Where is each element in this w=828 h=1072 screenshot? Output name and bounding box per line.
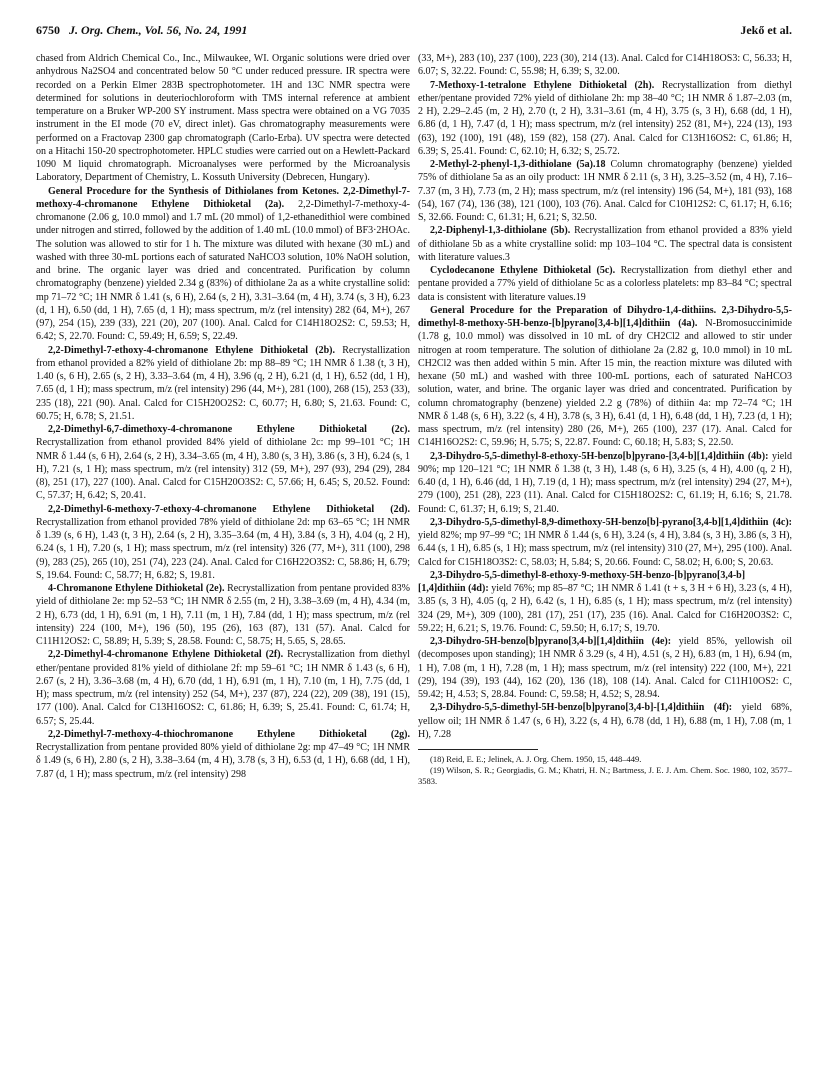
paragraph-heading: 2,2-Dimethyl-7-methoxy-4-thiochromanone Ethylene Dithioketal (2g). [48, 728, 410, 740]
paragraph-text: Recrystallization from diethyl ether and pentane provided a 77% yield of dithiolane 5c as a colorless platelets: mp 83–84 °C; spectral data is consistent with literature values.19 [418, 265, 793, 303]
paragraph-heading: 2-Methyl-2-phenyl-1,3-dithiolane (5a).18 [430, 159, 606, 170]
paragraph-heading: 4-Chromanone Ethylene Dithioketal (2e). [48, 583, 225, 594]
paragraph [418, 701, 792, 741]
paragraph-text: Recrystallization from ethanol provided a 83% yield of dithiolane 5b as a white crystalline solid: mp 103–104 °C. The spectral data is consistent with literature values.3 [418, 225, 793, 263]
paragraph-text: yield 76%; mp 85–87 °C; 1H NMR δ 1.41 (t + s, 3 H + 6 H), 3.23 (s, 4 H), 3.85 (s, 3 H), 4.05 (q, 2 H), 6.42 (s, 1 H), 6.85 (s, 1 H); mass spectrum, m/z (rel intensity) 324 (29, M+), 309 (100), 281 (17), 251 (17), 235 (16). Anal. Calcd for C16H20O3S2: C, 59.22; H, 6.21; S, 19.76. Found: C, 59.50; H, 6.17; S, 19.70. [418, 583, 792, 634]
paragraph [36, 582, 410, 648]
paragraph [36, 423, 410, 503]
paragraph [418, 264, 792, 304]
paragraph-text: chased from Aldrich Chemical Co., Inc., Milwaukee, WI. Organic solutions were dried over anhydrous Na2SO4 and concentrated below 50 °C under reduced pressure. IR spectra were recorded on a Perkin Elmer 283B spectrophotometer. 1H and 13C NMR spectra were determined for solutions in deuteriochloroform with TMS internal reference at ambient temperature on a Bruker WP-200 SY instrument. Mass spectra were obtained on a VG 7035 instrument in the EI mode (70 eV, direct inlet). Gas chromatography measurements were performed on a Fractovap 2300 gap chromatograph (Carlo-Erba). UV spectra were detected on a Hitachi 150-20 spectrophotometer. HPLC studies were carried out on a Hewlett-Packard 1090 M liquid chromatograph. Microanalyses were performed by the Microanalysis Laboratory, Department of Chemistry, L. Kossuth University (Debrecen, Hungary). [36, 53, 410, 184]
paragraph [36, 185, 410, 344]
paragraph-heading: 2,3-Dihydro-5,5-dimethyl-5H-benzo[b]pyrano[3,4-b]-[1,4]dithiin (4f): [430, 702, 733, 714]
paragraph-heading: Cyclodecanone Ethylene Dithioketal (5c). [430, 265, 616, 276]
paragraph-text: Recrystallization from ethanol provided 78% yield of dithiolane 2d: mp 63–65 °C; 1H NMR δ 1.39 (s, 6 H), 1.43 (t, 3 H), 2.64 (s, 2 H), 3.35–3.64 (m, 4 H), 3.84 (s, 3 H), 4.04 (q, 2 H), 6.24 (s, 1 H), 7.20 (s, 1 H); mass spectrum, m/z (rel intensity) 326 (77, M+), 311 (100), 298 (9), 283 (25), 265 (10), 251 (74), 223 (24). Anal. Calcd for C16H22O3S2: C, 58.86; H, 6.79; S, 19.64. Found: C, 58.77; H, 6.82; S, 19.81. [36, 516, 410, 581]
paragraph [418, 79, 792, 159]
paragraph-heading: 2,3-Dihydro-5,5-dimethyl-8-ethoxy-9-methoxy-5H-benzo-[b]pyrano[3,4-b][1,4]dithiin (4d): [418, 569, 746, 594]
paragraph-text: Recrystallization from diethyl ether/pentane provided 72% yield of dithiolane 2h: mp 38–40 °C; 1H NMR δ 1.87–2.03 (m, 2 H), 2.29–2.45 (m, 2 H), 2.70 (t, 2 H), 3.31–3.61 (m, 4 H), 3.75 (s, 3 H), 6.68 (dd, 1 H), 6.86 (d, 1 H), 7.47 (d, 1 H); mass spectrum, m/z (rel intensity) 252 (81, M+), 224 (13), 193 (63), 192 (100), 191 (48), 159 (82), 158 (27). Anal. Calcd for C13H16OS2: C, 61.86; H, 6.39; S, 25.41. Found: C, 62.10; H, 6.32; S, 25.72. [418, 79, 793, 157]
paragraph-heading: 2,2-Diphenyl-1,3-dithiolane (5b). [430, 225, 571, 237]
paragraph-heading: 2,3-Dihydro-5,5-dimethyl-8-ethoxy-5H-benzo[b]pyrano-[3,4-b][1,4]dithiin (4b): [430, 450, 769, 462]
paragraph [418, 304, 792, 450]
paragraph [418, 635, 792, 701]
paragraph-text: 2,2-Dimethyl-7-methoxy-4-chromanone (2.06 g, 10.0 mmol) and 1.7 mL (20 mmol) of 1,2-ethanedithiol were combined under nitrogen and stirred, followed by the addition of 1.40 mL (10.0 mmol) of BF3·2HOAc. The solution was allowed to stir for 1 h. The mixture was diluted with hexane (30 mL) and washed with three 30-mL portions each of saturated NaHCO3 solution, 10% NaOH solution, and brine. The organic layer was dried and concentrated. Purification by column chromatography (benzene) yielded 2.34 g (83%) of dithiolane 2a as a white crystalline solid: mp 71–72 °C; 1H NMR δ 1.41 (s, 6 H), 2.64 (s, 2 H), 3.31–3.64 (m, 4 H), 3.74 (s, 3 H), 6.23 (d, 1 H), 6.50 (dd, 1 H), 7.65 (d, 1 H); mass spectrum, m/z (rel intensity) 282 (64, M+), 267 (97), 254 (15), 239 (33), 221 (20), 207 (100). Anal. Calcd for C14H18O2S2: C, 59.53; H, 6.42; S, 22.70. Found: C, 59.49; H, 6.59; S, 22.49. [36, 198, 411, 343]
paragraph-text: N-Bromosuccinimide (1.78 g, 10.0 mmol) was dissolved in 10 mL of dry CH2Cl2 and allowed to stir under nitrogen at room temperature. The solution of dithiolane 2a (2.82 g, 10.0 mmol) in 10 mL CH2Cl2 was then added within 5 min. After 15 min, the reaction mixture was diluted with hexane (50 mL) and washed with three 100-mL portions, each of saturated NaHCO3 solution, water, and brine. The organic layer was dried and concentrated. Purification by column chromatography (benzene) yielded 2.2 g (78%) of dithiin 4a: mp 72–74 °C; 1H NMR δ 1.48 (s, 6 H), 3.22 (s, 4 H), 3.78 (s, 3 H), 6.41 (d, 1 H), 6.48 (dd, 1 H), 7.23 (d, 1 H); mass spectrum, m/z (rel intensity) 280 (26, M+), 265 (100), 237 (17). Anal. Calcd for C14H16O2S2: C, 59.96; H, 5.75; S, 22.87. Found: C, 60.18; H, 5.83; S, 22.50. [418, 318, 792, 449]
paragraph-text: yield 82%; mp 97–99 °C; 1H NMR δ 1.44 (s, 6 H), 3.24 (s, 4 H), 3.84 (s, 3 H), 3.86 (s, 3 H), 6.44 (s, 1 H), 6.85 (s, 1 H); mass spectrum, m/z (rel intensity) 310 (27, M+), 295 (100). Anal. Calcd for C15H18O3S2: C, 58.03; H, 5.84; S, 20.66. Found: C, 58.02; H, 6.00; S, 20.63. [418, 530, 792, 568]
paragraph-heading: 2,2-Dimethyl-6,7-dimethoxy-4-chromanone Ethylene Dithioketal (2c). [48, 424, 410, 435]
paragraph [36, 52, 410, 185]
paragraph-heading: General Procedure for the Preparation of Dihydro-1,4-dithiins. 2,3-Dihydro-5,5-dimethyl-8-methoxy-5H-benzo-[b]pyrano[3,4-b][1,4]dithiin (4a). [418, 304, 792, 329]
paragraph-text: yield 68%, yellow oil; 1H NMR δ 1.47 (s, 6 H), 3.22 (s, 4 H), 6.78 (dd, 1 H), 6.88 (m, 1 H), 7.08 (m, 1 H), 7.28 [418, 702, 792, 740]
paragraph-text: Recrystallization from diethyl ether/pentane provided 81% yield of dithiolane 2f: mp 59–61 °C; 1H NMR δ 1.43 (s, 6 H), 2.67 (s, 2 H), 3.36–3.68 (m, 4 H), 6.70 (dd, 1 H), 6.91 (m, 1 H), 7.10 (m, 1 H), 7.75 (dd, 1 H); mass spectrum, m/z (rel intensity) 252 (54, M+), 237 (87), 224 (22), 209 (38), 191 (15), 177 (100). Anal. Calcd for C13H16OS2: C, 61.86; H, 6.39; S, 25.41. Found: C, 61.74; H, 6.57; S, 25.44. [36, 649, 410, 727]
paragraph-heading: 2,2-Dimethyl-7-ethoxy-4-chromanone Ethylene Dithioketal (2b). [48, 344, 336, 356]
footnotes [418, 754, 792, 787]
paragraph-heading: 7-Methoxy-1-tetralone Ethylene Dithioketal (2h). [430, 79, 655, 91]
paragraph-text: Recrystallization from pentane provided 83% yield of dithiolane 2e: mp 52–53 °C; 1H NMR δ 2.55 (m, 2 H), 3.38–3.69 (m, 4 H), 4.34 (m, 2 H), 6.73 (dd, 1 H), 6.91 (m, 1 H), 7.11 (m, 1 H), 7.84 (dd, 1 H); mass spectrum, m/z (rel intensity) 224 (100, M+), 196 (50), 195 (26), 163 (87), 131 (57). Anal. Calcd for C11H12OS2: C, 58.89; H, 5.39; S, 28.58. Found: C, 58.75; H, 5.65, S, 28.65. [36, 583, 411, 647]
paragraph [36, 648, 410, 728]
page-number: 6750 [36, 23, 60, 37]
footnote: (19) Wilson, S. R.; Georgiadis, G. M.; Khatri, H. N.; Bartmess, J. E. J. Am. Chem. Soc. 1980, 102, 3577–3583. [418, 765, 792, 786]
header-left [36, 20, 247, 40]
left-column [36, 52, 410, 781]
right-column [418, 52, 792, 787]
running-header [36, 20, 792, 40]
paragraph-heading: 2,2-Dimethyl-4-chromanone Ethylene Dithioketal (2f). [48, 649, 284, 661]
paragraph-text: yield 90%; mp 120–121 °C; 1H NMR δ 1.38 (t, 3 H), 1.48 (s, 6 H), 3.25 (s, 4 H), 4.00 (q, 2 H), 6.40 (d, 1 H), 6.46 (dd, 1 H), 7.19 (d, 1 H); mass spectrum, m/z (rel intensity) 294 (27, M+), 279 (100), 251 (28), 223 (11). Anal. Calcd for C15H18O2S2: C, 61.19; H, 6.16; S, 21.78. Found: C, 61.37; H, 6.19; S, 21.40. [418, 450, 792, 515]
paragraph-text: Recrystallization from ethanol provided 84% yield of dithiolane 2c: mp 99–101 °C; 1H NMR δ 1.44 (s, 6 H), 2.64 (s, 2 H), 3.34–3.65 (m, 4 H), 3.80 (s, 3 H), 3.86 (s, 3 H), 6.24 (s, 1 H), 7.21 (s, 1 H); mass spectrum, m/z (rel intensity) 312 (59, M+), 297 (93), 294 (29), 284 (8), 251 (17), 227 (100). Anal. Calcd for C15H20O3S2: C, 57.66; H, 6.45; S, 20.52. Found: C, 57.37; H, 6.42; S, 20.41. [36, 437, 410, 502]
paragraph-text: Recrystallization from pentane provided 80% yield of dithiolane 2g: mp 47–49 °C; 1H NMR δ 1.49 (s, 6 H), 2.80 (s, 2 H), 3.38–3.64 (m, 4 H), 3.78 (s, 3 H), 6.53 (d, 1 H), 6.68 (dd, 1 H), 7.87 (d, 1 H); mass spectrum, m/z (rel intensity) 298 [36, 742, 410, 780]
footnote: (18) Reid, E. E.; Jelinek, A. J. Org. Chem. 1950, 15, 448–449. [430, 754, 642, 764]
paragraph [418, 516, 792, 569]
footnote-rule [418, 749, 538, 750]
paragraph [36, 503, 410, 583]
journal-citation: J. Org. Chem., Vol. 56, No. 24, 1991 [69, 23, 248, 37]
paragraph-heading: 2,3-Dihydro-5H-benzo[b]pyrano[3,4-b][1,4]dithiin (4e): [430, 636, 672, 647]
paragraph [418, 450, 792, 516]
paragraph [36, 344, 410, 424]
paragraph [418, 569, 792, 635]
paragraph [418, 224, 792, 264]
paragraph-text: Recrystallization from ethanol provided a 82% yield of dithiolane 2b: mp 88–89 °C; 1H NMR δ 1.38 (t, 3 H), 1.40 (s, 6 H), 2.65 (s, 2 H), 3.33–3.64 (m, 4 H), 3.96 (q, 2 H), 6.21 (d, 1 H), 6.52 (dd, 1 H), 7.65 (d, 1 H); mass spectrum, m/z (rel intensity) 296 (44, M+), 281 (100), 268 (15), 253 (33), 235 (18), 221 (90). Anal. Calcd for C15H20O2S2: C, 60.77; H, 6.80; S, 21.63. Found: C, 60.75; H, 6.78; S, 21.51. [36, 344, 410, 422]
header-authors: Jekő et al. [740, 23, 792, 37]
paragraph-heading: 2,3-Dihydro-5,5-dimethyl-8,9-dimethoxy-5H-benzo[b]-pyrano[3,4-b][1,4]dithiin (4c): [430, 516, 792, 528]
paragraph [418, 158, 792, 224]
paragraph-heading: General Procedure for the Synthesis of Dithiolanes from Ketones. 2,2-Dimethyl-7-methoxy-4-chromanone Ethylene Dithioketal (2a). [36, 185, 410, 210]
paragraph-text: yield 85%, yellowish oil (decomposes upon standing); 1H NMR δ 3.29 (s, 4 H), 4.51 (s, 2 H), 6.83 (m, 1 H), 6.94 (m, 1 H), 7.08 (m, 1 H), 7.28 (m, 1 H); mass spectrum, m/z (rel intensity) 222 (100, M+), 221 (29), 194 (39), 193 (44), 162 (20), 136 (18), 108 (14). Anal. Calcd for C11H10OS2: C, 59.42; H, 4.53; S, 28.84. Found: C, 59.58; H, 4.52; S, 28.94. [418, 636, 792, 700]
paragraph-heading: 2,2-Dimethyl-6-methoxy-7-ethoxy-4-chromanone Ethylene Dithioketal (2d). [48, 503, 410, 515]
paragraph [418, 52, 792, 79]
paragraph-text: Column chromatography (benzene) yielded 75% of dithiolane 5a as an oily product: 1H NMR δ 2.11 (s, 3 H), 3.25–3.52 (m, 4 H), 7.16–7.37 (m, 3 H), 7.73 (m, 2 H); mass spectrum, m/z (rel intensity) 196 (54, M+), 181 (93), 168 (54), 167 (74), 136 (38), 121 (100), 103 (76). Anal. Calcd for C10H12S2: C, 61.17; H, 6.16; S, 32.66. Found: C, 61.31; H, 6.21; S, 32.50. [418, 159, 792, 223]
paragraph [36, 728, 410, 781]
paragraph-text: (33, M+), 283 (10), 237 (100), 223 (30), 214 (13). Anal. Calcd for C14H18OS3: C, 56.33; H, 6.07; S, 32.22. Found: C, 55.98; H, 6.39; S, 32.00. [418, 53, 792, 78]
